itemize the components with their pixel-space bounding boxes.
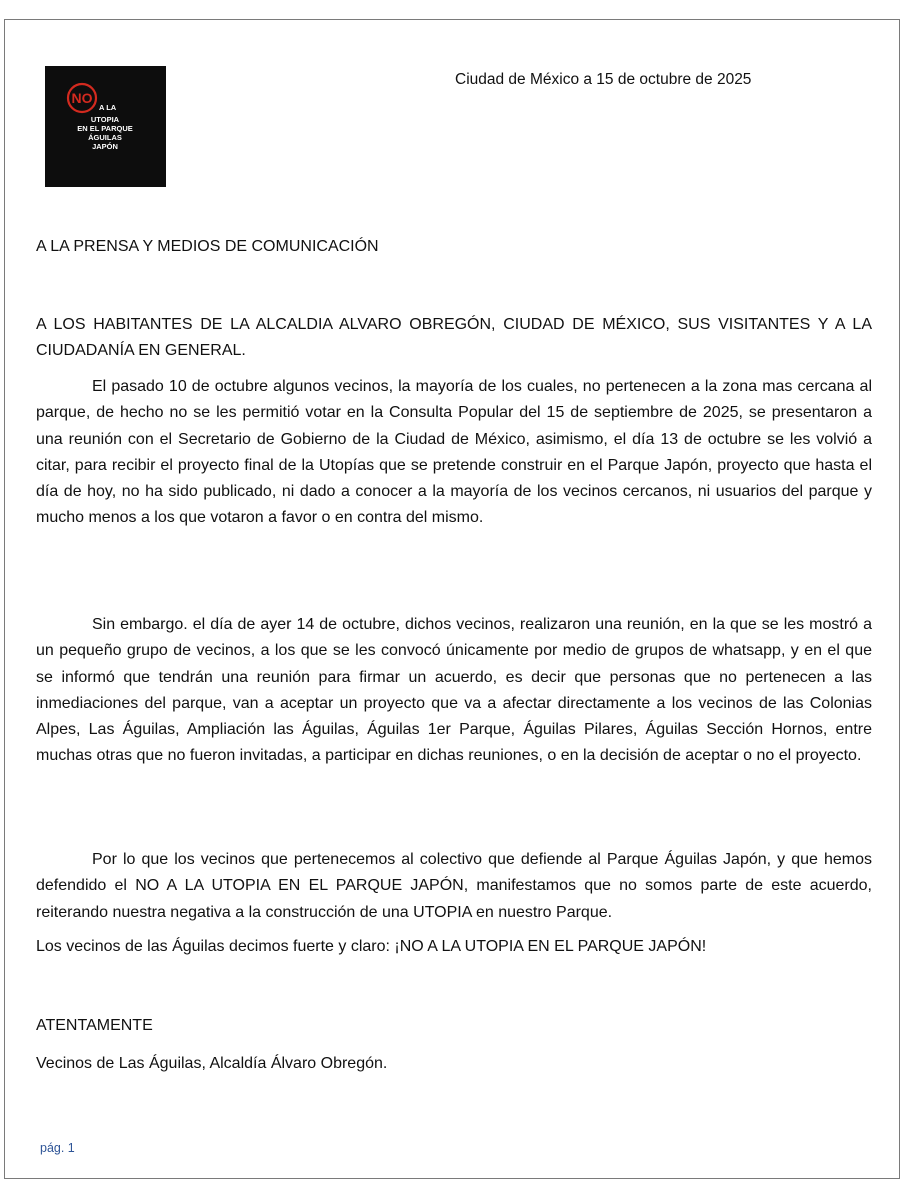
logo-line-5: JAPÓN [92, 142, 118, 151]
logo-graphic [45, 66, 166, 187]
slogan-line: Los vecinos de las Águilas decimos fuerte y claro: ¡NO A LA UTOPIA EN EL PARQUE JAPÓN! [36, 938, 707, 955]
page-number: pág. 1 [40, 1141, 75, 1155]
logo-line-3: EN EL PARQUE [77, 124, 133, 133]
audience-line: A LOS HABITANTES DE LA ALCALDIA ALVARO OBREGÓN, CIUDAD DE MÉXICO, SUS VISITANTES Y A LA CIUDADANÍA EN GENERAL. [36, 316, 872, 359]
body-paragraph-2-text: Sin embargo. el día de ayer 14 de octubre, dichos vecinos, realizaron una reunión, en la que se les mostró a un pequeño grupo de vecinos, a los que se les convocó únicamente por medio de grupos de whatsapp, y en el que se informó que tendrán una reunión para firmar un acuerdo, es decir que personas que no pertenecen a las inmediaciones del parque, van a aceptar un proyecto que va a afectar directamente a los vecinos de las Colonias Alpes, Las Águilas, Ampliación las Águilas, Águilas 1er Parque, Águilas Pilares, Águilas Sección Hornos, entre muchas otras que no fueron invitadas, a participar en dichas reuniones, o en la decisión de aceptar o no el proyecto. [36, 616, 872, 765]
body-paragraph-3-text: Por lo que los vecinos que pertenecemos al colectivo que defiende al Parque Águilas Japón, y que hemos defendido el NO A LA UTOPIA EN EL PARQUE JAPÓN, manifestamos que no somos parte de este acuerdo, reiterando nuestra negativa a la construcción de una UTOPIA en nuestro Parque. [36, 851, 872, 921]
body-paragraph-3 [36, 847, 872, 926]
logo-line-2: UTOPIA [90, 115, 120, 124]
logo-no: NO [71, 90, 93, 106]
addressee-line: A LA PRENSA Y MEDIOS DE COMUNICACIÓN [36, 238, 379, 255]
signature-line: Vecinos de Las Águilas, Alcaldía Álvaro Obregón. [36, 1055, 388, 1072]
logo-line-1: A LA [99, 103, 117, 112]
body-paragraph-1-text: El pasado 10 de octubre algunos vecinos, la mayoría de los cuales, no pertenecen a la zona mas cercana al parque, de hecho no se les permitió votar en la Consulta Popular del 15 de septiembre de 2025, se presentaron a una reunión con el Secretario de Gobierno de la Ciudad de México, asimismo, el día 13 de octubre se les volvió a citar, para recibir el proyecto final de la Utopías que se pretende construir en el Parque Japón, proyecto que hasta el día de hoy, no ha sido publicado, ni dado a conocer a la mayoría de los vecinos cercanos, ni usuarios del parque y mucho menos a los que votaron a favor o en contra del mismo. [36, 378, 872, 527]
body-paragraph-1 [36, 374, 872, 532]
closing-line: ATENTAMENTE [36, 1017, 153, 1034]
body-paragraph-2 [36, 612, 872, 770]
date-line: Ciudad de México a 15 de octubre de 2025 [455, 71, 752, 88]
collective-logo [45, 66, 166, 187]
logo-line-4: ÁGUILAS [88, 133, 122, 142]
document-page [4, 19, 900, 1179]
